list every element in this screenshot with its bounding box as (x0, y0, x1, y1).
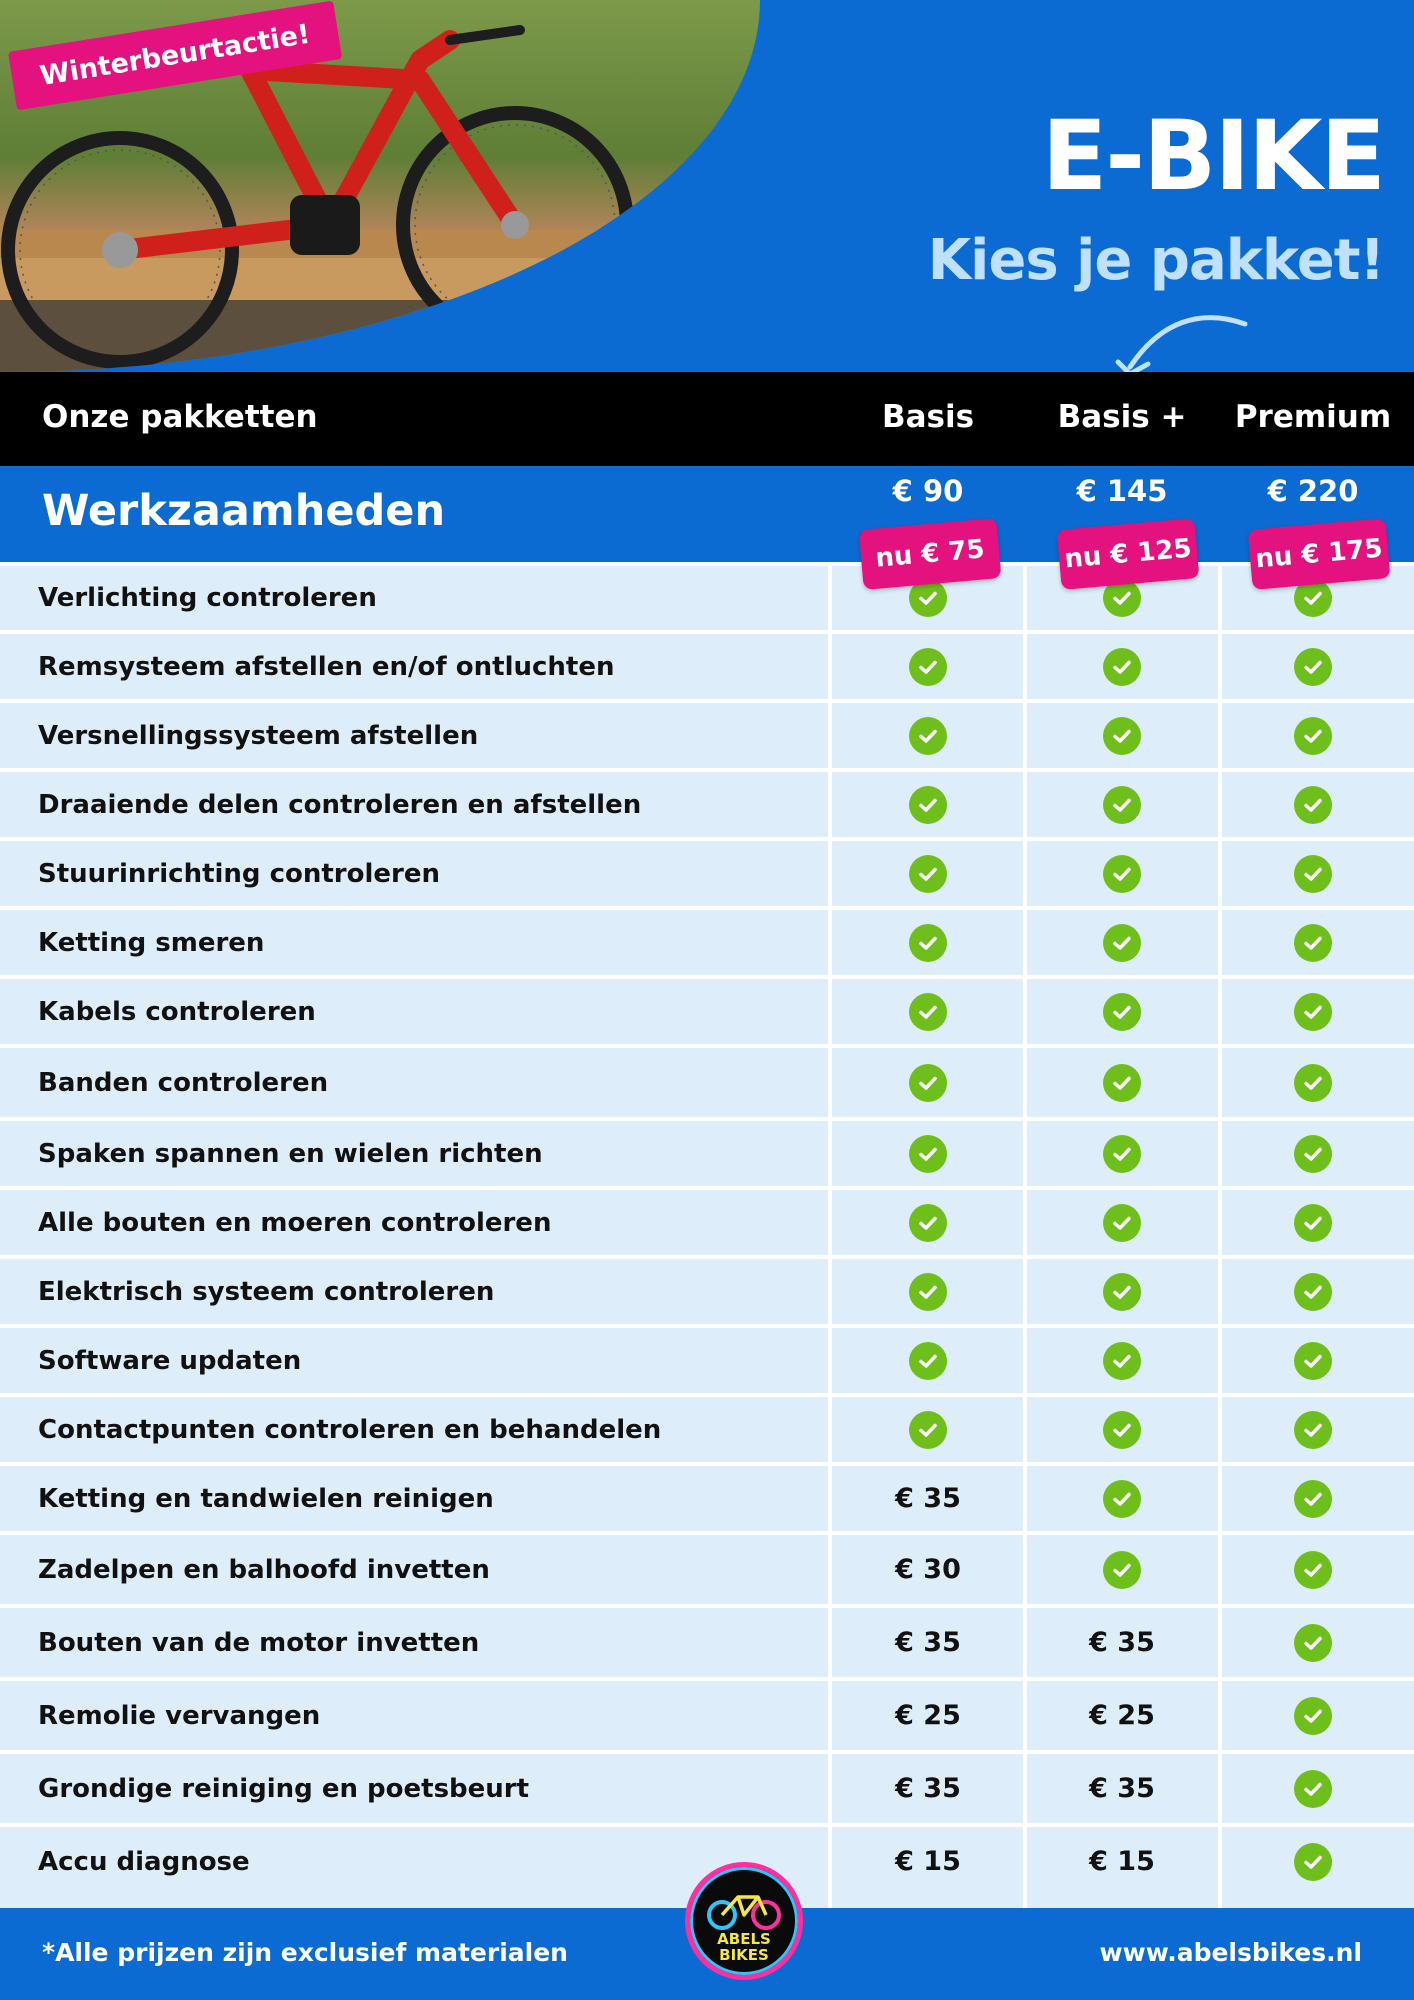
column-divider (828, 562, 832, 1908)
package-header (0, 372, 1414, 466)
column-divider (1023, 562, 1027, 1908)
table-row (0, 1604, 1414, 1677)
check-circle-icon (1294, 855, 1332, 893)
check-circle-icon (1103, 717, 1141, 755)
included-cell (1218, 703, 1408, 768)
service-label: Draaiende delen controleren en afstellen (38, 789, 642, 820)
check-circle-icon (1103, 855, 1141, 893)
included-cell (1218, 1328, 1408, 1393)
table-row (0, 1462, 1414, 1531)
check-circle-icon (1294, 1411, 1332, 1449)
promo-price-basis-plus: nu € 125 (1057, 518, 1200, 590)
service-label: Banden controleren (38, 1067, 329, 1098)
promo-price-basis: nu € 75 (859, 518, 1002, 590)
promo-ribbon: Winterbeurtactie! (8, 1, 342, 111)
promo-price-premium: nu € 175 (1248, 518, 1391, 590)
table-row (0, 1255, 1414, 1324)
check-circle-icon (909, 648, 947, 686)
included-cell (1218, 634, 1408, 699)
table-row (0, 975, 1414, 1044)
check-circle-icon (909, 993, 947, 1031)
check-circle-icon (1294, 1135, 1332, 1173)
check-circle-icon (909, 1135, 947, 1173)
included-cell (1027, 634, 1217, 699)
included-cell (1027, 841, 1217, 906)
service-label: Versnellingssysteem afstellen (38, 720, 479, 751)
included-cell (1027, 703, 1217, 768)
check-circle-icon (1294, 1480, 1332, 1518)
check-circle-icon (1103, 1551, 1141, 1589)
included-cell (1218, 1608, 1408, 1677)
included-cell (1218, 1681, 1408, 1750)
included-cell (1027, 910, 1217, 975)
bike-logo-icon (704, 1887, 784, 1931)
check-circle-icon (1103, 1135, 1141, 1173)
extra-price-cell: € 25 (895, 1700, 961, 1731)
table-row (0, 630, 1414, 699)
table-row (0, 1186, 1414, 1255)
check-circle-icon (909, 1204, 947, 1242)
service-label: Grondige reiniging en poetsbeurt (38, 1773, 530, 1804)
table-row (0, 1117, 1414, 1186)
service-label: Alle bouten en moeren controleren (38, 1207, 552, 1238)
check-circle-icon (909, 786, 947, 824)
hero-banner (0, 0, 1414, 372)
check-circle-icon (1103, 1064, 1141, 1102)
service-label: Ketting smeren (38, 927, 265, 958)
old-price-premium: € 220 (1267, 474, 1359, 508)
included-cell (1027, 1466, 1217, 1531)
service-label: Remolie vervangen (38, 1700, 321, 1731)
service-label: Ketting en tandwielen reinigen (38, 1483, 494, 1514)
page-subtitle: Kies je pakket! (927, 228, 1384, 293)
check-circle-icon (1294, 1273, 1332, 1311)
check-circle-icon (1103, 1273, 1141, 1311)
check-circle-icon (1294, 1204, 1332, 1242)
check-circle-icon (1294, 786, 1332, 824)
extra-price-cell: € 35 (895, 1773, 961, 1804)
included-cell (833, 1259, 1023, 1324)
included-cell (1027, 1397, 1217, 1462)
check-circle-icon (1294, 993, 1332, 1031)
service-label: Contactpunten controleren en behandelen (38, 1414, 662, 1445)
included-cell (833, 1397, 1023, 1462)
header-label: Onze pakketten (42, 399, 318, 435)
included-cell (1218, 1535, 1408, 1604)
included-cell (1218, 1259, 1408, 1324)
included-cell (1027, 1190, 1217, 1255)
included-cell (1218, 1048, 1408, 1117)
extra-price-cell: € 35 (895, 1483, 961, 1514)
included-cell (1218, 1754, 1408, 1823)
service-label: Accu diagnose (38, 1846, 250, 1877)
extra-price-cell: € 35 (1089, 1773, 1155, 1804)
included-cell (1218, 979, 1408, 1044)
service-label: Spaken spannen en wielen richten (38, 1138, 543, 1169)
included-cell (833, 772, 1023, 837)
check-circle-icon (1103, 1342, 1141, 1380)
extra-price-cell: € 30 (895, 1554, 961, 1585)
check-circle-icon (909, 855, 947, 893)
logo-text-1: ABELS (717, 1930, 771, 1948)
column-basis: Basis (881, 399, 975, 435)
column-divider (1218, 562, 1222, 1908)
included-cell (833, 841, 1023, 906)
check-circle-icon (909, 1064, 947, 1102)
included-cell (1218, 1827, 1408, 1896)
table-row (0, 837, 1414, 906)
check-circle-icon (1294, 717, 1332, 755)
included-cell (1218, 1190, 1408, 1255)
table-row (0, 1393, 1414, 1462)
included-cell (1027, 1328, 1217, 1393)
brand-logo (685, 1862, 803, 1980)
table-row (0, 1044, 1414, 1117)
curved-arrow-icon (1110, 312, 1250, 372)
check-circle-icon (909, 717, 947, 755)
table-row (0, 1677, 1414, 1750)
table-row (0, 906, 1414, 975)
service-label: Zadelpen en balhoofd invetten (38, 1554, 490, 1585)
included-cell (833, 910, 1023, 975)
check-circle-icon (909, 924, 947, 962)
check-circle-icon (1294, 1843, 1332, 1881)
table-row (0, 1324, 1414, 1393)
old-price-basis-plus: € 145 (1076, 474, 1168, 508)
service-label: Stuurinrichting controleren (38, 858, 440, 889)
check-circle-icon (909, 1411, 947, 1449)
table-row (0, 768, 1414, 837)
included-cell (1027, 772, 1217, 837)
table-row (0, 1750, 1414, 1823)
section-title: Werkzaamheden (42, 486, 446, 536)
check-circle-icon (1103, 648, 1141, 686)
extra-price-cell: € 25 (1089, 1700, 1155, 1731)
included-cell (1027, 1121, 1217, 1186)
footer-note: *Alle prijzen zijn exclusief materialen (42, 1938, 568, 1967)
included-cell (1218, 1397, 1408, 1462)
service-label: Software updaten (38, 1345, 302, 1376)
included-cell (1218, 772, 1408, 837)
check-circle-icon (1103, 1204, 1141, 1242)
table-row (0, 1531, 1414, 1604)
included-cell (833, 1121, 1023, 1186)
extra-price-cell: € 15 (895, 1846, 961, 1877)
included-cell (1027, 1048, 1217, 1117)
included-cell (1218, 1466, 1408, 1531)
check-circle-icon (1294, 1064, 1332, 1102)
included-cell (1218, 841, 1408, 906)
service-label: Bouten van de motor invetten (38, 1627, 480, 1658)
included-cell (833, 1190, 1023, 1255)
column-basis-plus: Basis + (1057, 399, 1187, 435)
old-price-basis: € 90 (892, 474, 964, 508)
check-circle-icon (909, 1273, 947, 1311)
check-circle-icon (1294, 1624, 1332, 1662)
service-label: Kabels controleren (38, 996, 316, 1027)
check-circle-icon (1103, 993, 1141, 1031)
included-cell (1218, 1121, 1408, 1186)
price-bar (0, 466, 1414, 575)
included-cell (1027, 1259, 1217, 1324)
page-title: E-BIKE (1041, 100, 1384, 212)
extra-price-cell: € 35 (1089, 1627, 1155, 1658)
check-circle-icon (1103, 1480, 1141, 1518)
included-cell (833, 1048, 1023, 1117)
included-cell (833, 1328, 1023, 1393)
check-circle-icon (1294, 1770, 1332, 1808)
service-label: Verlichting controleren (38, 583, 377, 613)
included-cell (1027, 1535, 1217, 1604)
check-circle-icon (1294, 648, 1332, 686)
service-label: Elektrisch systeem controleren (38, 1276, 495, 1307)
ebike-photo (0, 0, 760, 372)
check-circle-icon (1294, 1697, 1332, 1735)
check-circle-icon (1103, 786, 1141, 824)
included-cell (1218, 910, 1408, 975)
check-circle-icon (1294, 1342, 1332, 1380)
extra-price-cell: € 35 (895, 1627, 961, 1658)
included-cell (833, 634, 1023, 699)
column-premium: Premium (1234, 399, 1392, 435)
table-row (0, 562, 1414, 630)
check-circle-icon (909, 1342, 947, 1380)
included-cell (1027, 979, 1217, 1044)
table-row (0, 699, 1414, 768)
check-circle-icon (1103, 924, 1141, 962)
included-cell (833, 979, 1023, 1044)
extra-price-cell: € 15 (1089, 1846, 1155, 1877)
logo-text-2: BIKES (719, 1946, 769, 1964)
check-circle-icon (1103, 1411, 1141, 1449)
website-link[interactable]: www.abelsbikes.nl (1099, 1938, 1362, 1967)
check-circle-icon (1294, 924, 1332, 962)
included-cell (833, 703, 1023, 768)
service-table (0, 562, 1414, 1908)
service-label: Remsysteem afstellen en/of ontluchten (38, 651, 615, 682)
check-circle-icon (1294, 1551, 1332, 1589)
